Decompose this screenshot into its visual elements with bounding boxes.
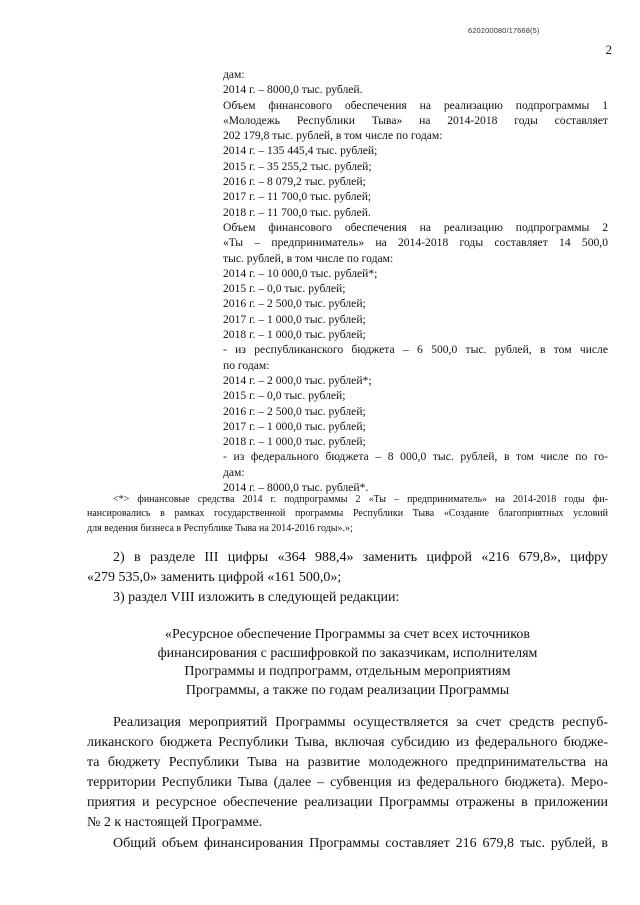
heading-line: «Ресурсное обеспечение Программы за счет всех источников	[165, 627, 530, 642]
body-line: территории Республики Тыва (далее – субвенция из федерального бюджета). Меро-	[87, 775, 608, 791]
funding-line: 2016 г. – 2 500,0 тыс. рублей;	[223, 404, 366, 418]
amendment-line: 3) раздел VIII изложить в следующей редакции:	[113, 590, 400, 606]
body-line: Реализация мероприятий Программы осуществляется за счет средств респуб-	[113, 715, 608, 730]
funding-line: 202 179,8 тыс. рублей, в том числе по годам:	[223, 129, 443, 143]
amendment-line: «279 535,0» заменить цифрой «161 500,0»;	[87, 570, 342, 586]
body-line: приятия и ресурсное обеспечение реализации Программы отражены в приложении	[87, 795, 608, 811]
funding-line: 2014 г. – 8000,0 тыс. рублей*.	[223, 481, 369, 495]
funding-line: 2014 г. – 2 000,0 тыс. рублей*;	[223, 373, 372, 387]
page-number: 2	[605, 42, 612, 57]
funding-line: 2016 г. – 2 500,0 тыс. рублей;	[223, 297, 366, 311]
section-heading	[87, 626, 608, 701]
funding-line: Объем финансового обеспечения на реализацию подпрограммы 1	[223, 98, 608, 112]
funding-line: 2015 г. – 0,0 тыс. рублей;	[223, 282, 346, 296]
funding-line: 2014 г. – 135 445,4 тыс. рублей;	[223, 144, 378, 158]
funding-line: 2014 г. – 10 000,0 тыс. рублей*;	[223, 266, 378, 280]
footnote-line: нансировались в рамках государственной программы Республики Тыва «Создание благоприятных условий	[87, 508, 608, 520]
body-line: ликанского бюджета Республики Тыва, включая субсидию из федерального бюдже-	[87, 735, 608, 751]
funding-line: Объем финансового обеспечения на реализацию подпрограммы 2	[223, 220, 608, 234]
funding-line: - из республиканского бюджета – 6 500,0 тыс. рублей, в том числе	[223, 343, 608, 357]
funding-line: 2015 г. – 35 255,2 тыс. рублей;	[223, 159, 372, 173]
funding-line: - из федерального бюджета – 8 000,0 тыс. рублей, в том числе по го-	[223, 450, 608, 464]
funding-line: 2018 г. – 1 000,0 тыс. рублей;	[223, 435, 366, 449]
heading-line: Программы, а также по годам реализации Программы	[185, 683, 510, 699]
funding-line: 2018 г. – 1 000,0 тыс. рублей;	[223, 328, 366, 342]
funding-block	[223, 67, 608, 495]
funding-line: 2014 г. – 8000,0 тыс. рублей.	[223, 83, 363, 97]
funding-line: по годам:	[223, 358, 270, 372]
heading-line: финансирования с расшифровкой по заказчикам, исполнителям	[157, 645, 538, 661]
funding-line: 2016 г. – 8 079,2 тыс. рублей;	[223, 175, 366, 189]
body-text	[87, 713, 608, 854]
funding-line: 2015 г. – 0,0 тыс. рублей;	[223, 389, 346, 403]
funding-line: дам:	[223, 68, 245, 81]
footnote-line: для ведения бизнеса в Республике Тыва на 2014-2016 годы».»;	[87, 522, 353, 534]
heading-line: Программы и подпрограмм, отдельным мероприятиям	[184, 664, 511, 680]
funding-line: «Ты – предприниматель» на 2014-2018 годы составляет 14 500,0	[223, 236, 608, 250]
funding-line: 2017 г. – 1 000,0 тыс. рублей;	[223, 419, 366, 433]
funding-line: 2017 г. – 11 700,0 тыс. рублей;	[223, 190, 372, 204]
document-code: 620200080/17668(5)	[468, 26, 540, 35]
body-line: та бюджету Республики Тыва на развитие молодежного предпринимательства на	[87, 755, 608, 771]
footnote	[87, 493, 608, 536]
body-line: Общий объем финансирования Программы составляет 216 679,8 тыс. рублей, в	[113, 835, 608, 851]
funding-line: 2018 г. – 11 700,0 тыс. рублей.	[223, 205, 371, 219]
footnote-line: <*> финансовые средства 2014 г. подпрограммы 2 «Ты – предприниматель» на 2014-2018 годы фи-	[113, 494, 608, 505]
body-line: № 2 к настоящей Программе.	[87, 815, 263, 831]
amendment-line: 2) в разделе III цифры «364 988,4» заменить цифрой «216 679,8», цифру	[113, 550, 608, 565]
funding-line: «Молодежь Республики Тыва» на 2014-2018 годы составляет	[223, 113, 608, 127]
funding-line: дам:	[223, 465, 245, 479]
amendments-block	[87, 548, 608, 609]
funding-line: 2017 г. – 1 000,0 тыс. рублей;	[223, 312, 366, 326]
funding-line: тыс. рублей, в том числе по годам:	[223, 251, 394, 265]
